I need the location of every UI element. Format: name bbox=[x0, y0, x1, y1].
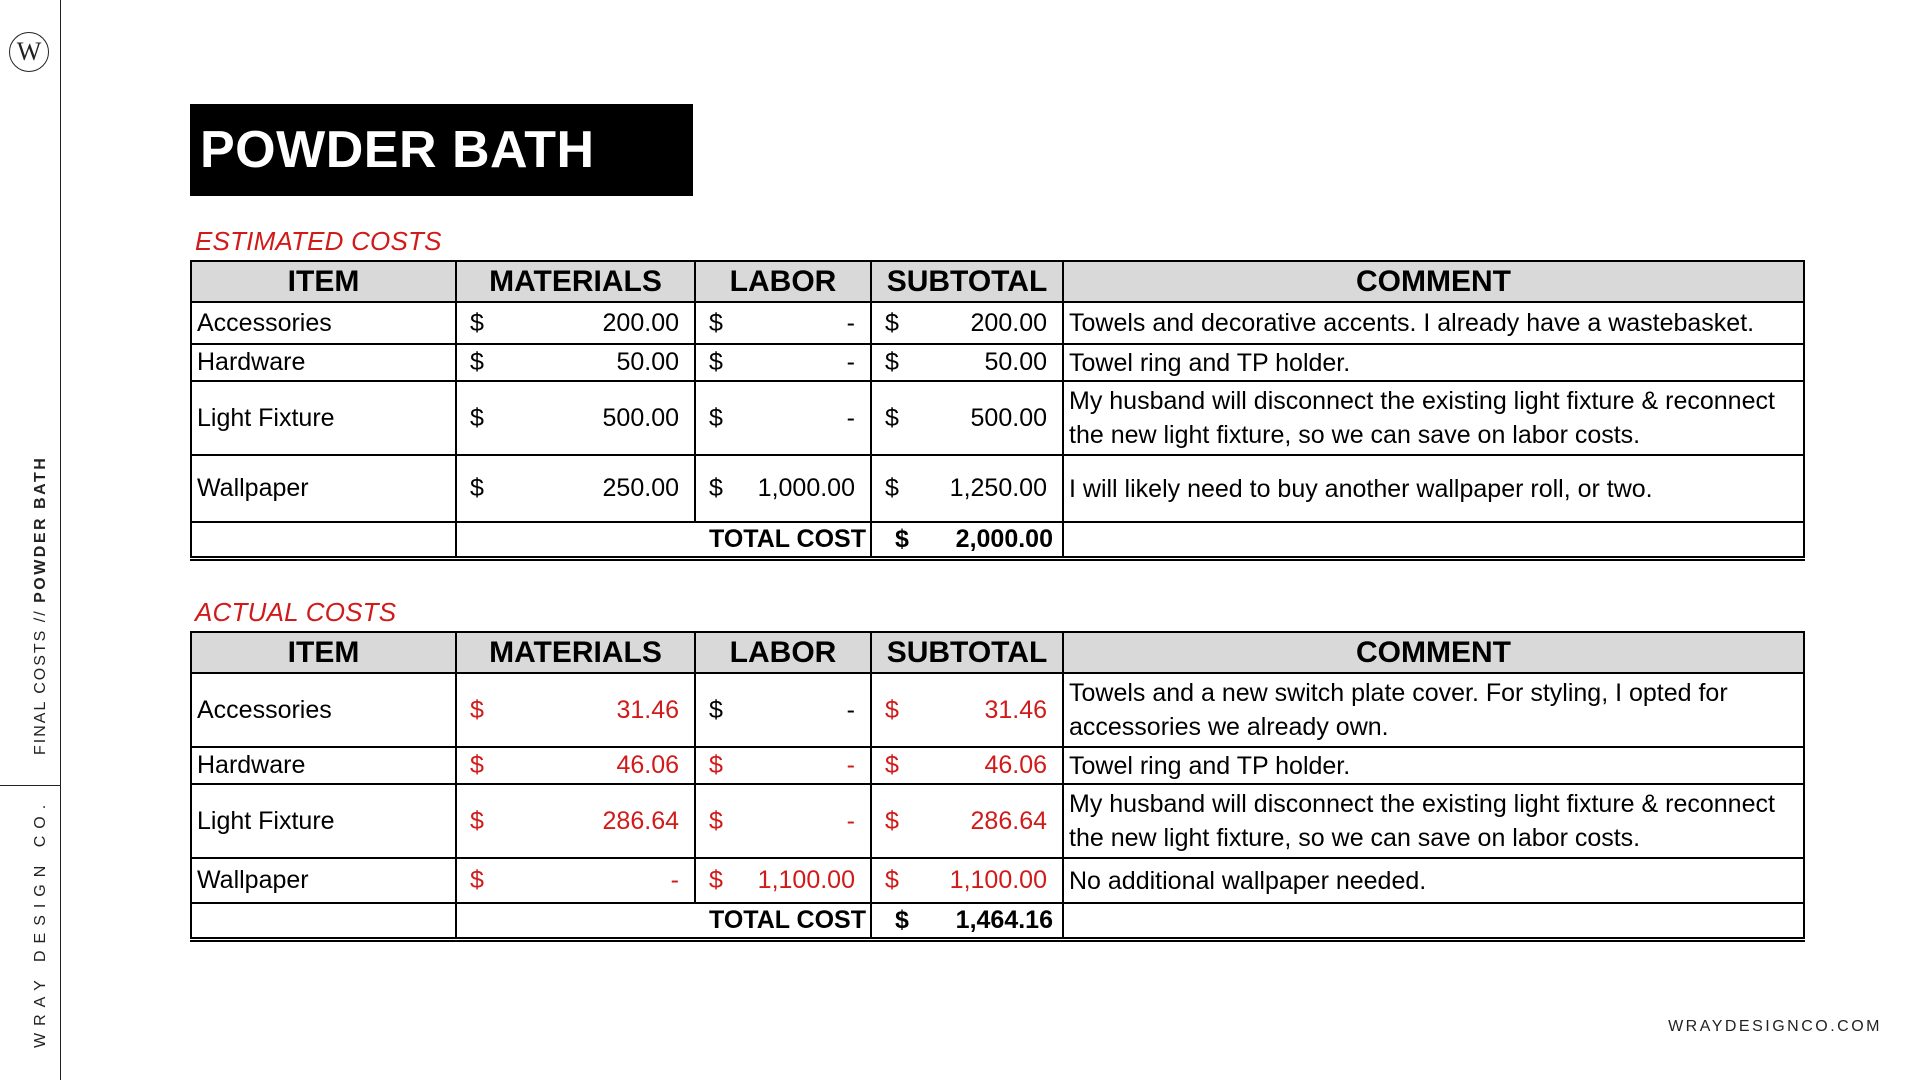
currency-symbol: $ bbox=[895, 524, 909, 553]
subtotal-cell bbox=[871, 747, 1063, 784]
currency-symbol: $ bbox=[709, 751, 723, 779]
comment-cell: Towel ring and TP holder. bbox=[1063, 344, 1804, 381]
subtotal-value: 1,250.00 bbox=[949, 474, 1047, 502]
currency-symbol: $ bbox=[885, 348, 899, 376]
total-row bbox=[191, 522, 1804, 558]
subtotal-cell bbox=[871, 673, 1063, 747]
total-empty-cell bbox=[191, 903, 456, 939]
currency-symbol: $ bbox=[885, 403, 899, 432]
col-header-comment: COMMENT bbox=[1063, 261, 1804, 302]
total-comment-cell bbox=[1063, 522, 1804, 558]
item-cell: Light Fixture bbox=[191, 381, 456, 455]
comment-cell: I will likely need to buy another wallpaper roll, or two. bbox=[1063, 455, 1804, 522]
materials-cell bbox=[456, 747, 695, 784]
table-row bbox=[191, 784, 1804, 858]
brand-logo[interactable] bbox=[9, 32, 49, 72]
subtotal-cell bbox=[871, 344, 1063, 381]
materials-cell bbox=[456, 673, 695, 747]
currency-symbol: $ bbox=[470, 348, 484, 376]
currency-symbol: $ bbox=[470, 806, 484, 835]
materials-value: 286.64 bbox=[602, 806, 679, 835]
table-header-row bbox=[191, 632, 1804, 673]
materials-cell bbox=[456, 455, 695, 522]
table-row bbox=[191, 858, 1804, 903]
page-title bbox=[190, 104, 693, 196]
currency-symbol: $ bbox=[885, 474, 899, 502]
subtotal-value: 31.46 bbox=[984, 695, 1047, 724]
materials-value: 46.06 bbox=[616, 751, 679, 779]
currency-symbol: $ bbox=[709, 348, 723, 376]
comment-cell: My husband will disconnect the existing light fixture & reconnect the new light fixture, so we can save on labor costs. bbox=[1063, 381, 1804, 455]
labor-cell bbox=[695, 302, 871, 344]
table-row bbox=[191, 455, 1804, 522]
subtotal-cell bbox=[871, 302, 1063, 344]
col-header-item: ITEM bbox=[191, 261, 456, 302]
currency-symbol: $ bbox=[709, 308, 723, 337]
col-header-labor: LABOR bbox=[695, 632, 871, 673]
total-row bbox=[191, 903, 1804, 939]
currency-symbol: $ bbox=[470, 866, 484, 894]
labor-cell bbox=[695, 455, 871, 522]
labor-cell bbox=[695, 381, 871, 455]
materials-cell bbox=[456, 858, 695, 903]
materials-cell bbox=[456, 381, 695, 455]
side-label-bold: POWDER BATH bbox=[32, 455, 49, 603]
labor-value: 1,100.00 bbox=[757, 866, 855, 894]
materials-cell bbox=[456, 344, 695, 381]
item-cell: Accessories bbox=[191, 673, 456, 747]
total-label: TOTAL COST bbox=[456, 903, 871, 939]
side-strip bbox=[0, 0, 61, 1080]
table-header-row bbox=[191, 261, 1804, 302]
page-title-text: POWDER BATH bbox=[200, 121, 595, 179]
item-cell: Hardware bbox=[191, 747, 456, 784]
subtotal-value: 1,100.00 bbox=[949, 866, 1047, 894]
currency-symbol: $ bbox=[709, 403, 723, 432]
col-header-subtotal: SUBTOTAL bbox=[871, 261, 1063, 302]
materials-value: 50.00 bbox=[616, 348, 679, 376]
subtotal-value: 286.64 bbox=[970, 806, 1047, 835]
currency-symbol: $ bbox=[885, 866, 899, 894]
labor-value: - bbox=[846, 348, 855, 376]
materials-value: 31.46 bbox=[616, 695, 679, 724]
materials-value: - bbox=[670, 866, 679, 894]
currency-symbol: $ bbox=[885, 751, 899, 779]
total-value: 2,000.00 bbox=[955, 524, 1053, 553]
subtotal-value: 50.00 bbox=[984, 348, 1047, 376]
estimated-costs-label: ESTIMATED COSTS bbox=[195, 226, 442, 256]
total-empty-cell bbox=[191, 522, 456, 558]
subtotal-value: 200.00 bbox=[970, 308, 1047, 337]
labor-cell bbox=[695, 747, 871, 784]
side-section-label bbox=[32, 456, 50, 755]
currency-symbol: $ bbox=[709, 695, 723, 724]
labor-cell bbox=[695, 784, 871, 858]
item-cell: Accessories bbox=[191, 302, 456, 344]
labor-value: - bbox=[846, 695, 855, 724]
comment-cell: Towels and decorative accents. I already have a wastebasket. bbox=[1063, 302, 1804, 344]
currency-symbol: $ bbox=[470, 474, 484, 502]
col-header-comment: COMMENT bbox=[1063, 632, 1804, 673]
logo-letter: W bbox=[16, 37, 42, 66]
comment-cell: Towel ring and TP holder. bbox=[1063, 747, 1804, 784]
col-header-materials: MATERIALS bbox=[456, 632, 695, 673]
subtotal-value: 500.00 bbox=[970, 403, 1047, 432]
materials-cell bbox=[456, 784, 695, 858]
total-label: TOTAL COST bbox=[456, 522, 871, 558]
comment-cell: No additional wallpaper needed. bbox=[1063, 858, 1804, 903]
labor-cell bbox=[695, 673, 871, 747]
col-header-item: ITEM bbox=[191, 632, 456, 673]
currency-symbol: $ bbox=[885, 695, 899, 724]
estimated-costs-table bbox=[190, 260, 1805, 561]
table-row bbox=[191, 302, 1804, 344]
table-row bbox=[191, 747, 1804, 784]
comment-cell: My husband will disconnect the existing light fixture & reconnect the new light fixture, so we can save on labor costs. bbox=[1063, 784, 1804, 858]
item-cell: Wallpaper bbox=[191, 455, 456, 522]
subtotal-cell bbox=[871, 381, 1063, 455]
currency-symbol: $ bbox=[470, 403, 484, 432]
table-row bbox=[191, 344, 1804, 381]
currency-symbol: $ bbox=[885, 806, 899, 835]
total-comment-cell bbox=[1063, 903, 1804, 939]
materials-value: 200.00 bbox=[602, 308, 679, 337]
labor-value: - bbox=[846, 751, 855, 779]
currency-symbol: $ bbox=[470, 308, 484, 337]
subtotal-cell bbox=[871, 858, 1063, 903]
total-value-cell bbox=[871, 903, 1063, 939]
col-header-materials: MATERIALS bbox=[456, 261, 695, 302]
currency-symbol: $ bbox=[895, 905, 909, 934]
col-header-labor: LABOR bbox=[695, 261, 871, 302]
labor-value: 1,000.00 bbox=[757, 474, 855, 502]
currency-symbol: $ bbox=[885, 308, 899, 337]
labor-value: - bbox=[846, 806, 855, 835]
currency-symbol: $ bbox=[709, 866, 723, 894]
actual-costs-table bbox=[190, 631, 1805, 942]
materials-value: 250.00 bbox=[602, 474, 679, 502]
labor-value: - bbox=[846, 403, 855, 432]
item-cell: Hardware bbox=[191, 344, 456, 381]
total-value: 1,464.16 bbox=[955, 905, 1053, 934]
total-value-cell bbox=[871, 522, 1063, 558]
subtotal-cell bbox=[871, 455, 1063, 522]
table-row bbox=[191, 381, 1804, 455]
labor-cell bbox=[695, 858, 871, 903]
currency-symbol: $ bbox=[470, 751, 484, 779]
side-label-light: FINAL COSTS // bbox=[32, 602, 49, 755]
materials-cell bbox=[456, 302, 695, 344]
side-divider bbox=[0, 785, 60, 786]
subtotal-cell bbox=[871, 784, 1063, 858]
currency-symbol: $ bbox=[709, 474, 723, 502]
side-brand-name: WRAY DESIGN CO. bbox=[32, 797, 49, 1048]
labor-value: - bbox=[846, 308, 855, 337]
currency-symbol: $ bbox=[470, 695, 484, 724]
currency-symbol: $ bbox=[709, 806, 723, 835]
actual-costs-label: ACTUAL COSTS bbox=[195, 597, 397, 627]
item-cell: Light Fixture bbox=[191, 784, 456, 858]
subtotal-value: 46.06 bbox=[984, 751, 1047, 779]
labor-cell bbox=[695, 344, 871, 381]
materials-value: 500.00 bbox=[602, 403, 679, 432]
footer-website-link[interactable]: WRAYDESIGNCO.COM bbox=[1668, 1018, 1882, 1035]
col-header-subtotal: SUBTOTAL bbox=[871, 632, 1063, 673]
comment-cell: Towels and a new switch plate cover. For styling, I opted for accessories we already own. bbox=[1063, 673, 1804, 747]
item-cell: Wallpaper bbox=[191, 858, 456, 903]
table-row bbox=[191, 673, 1804, 747]
